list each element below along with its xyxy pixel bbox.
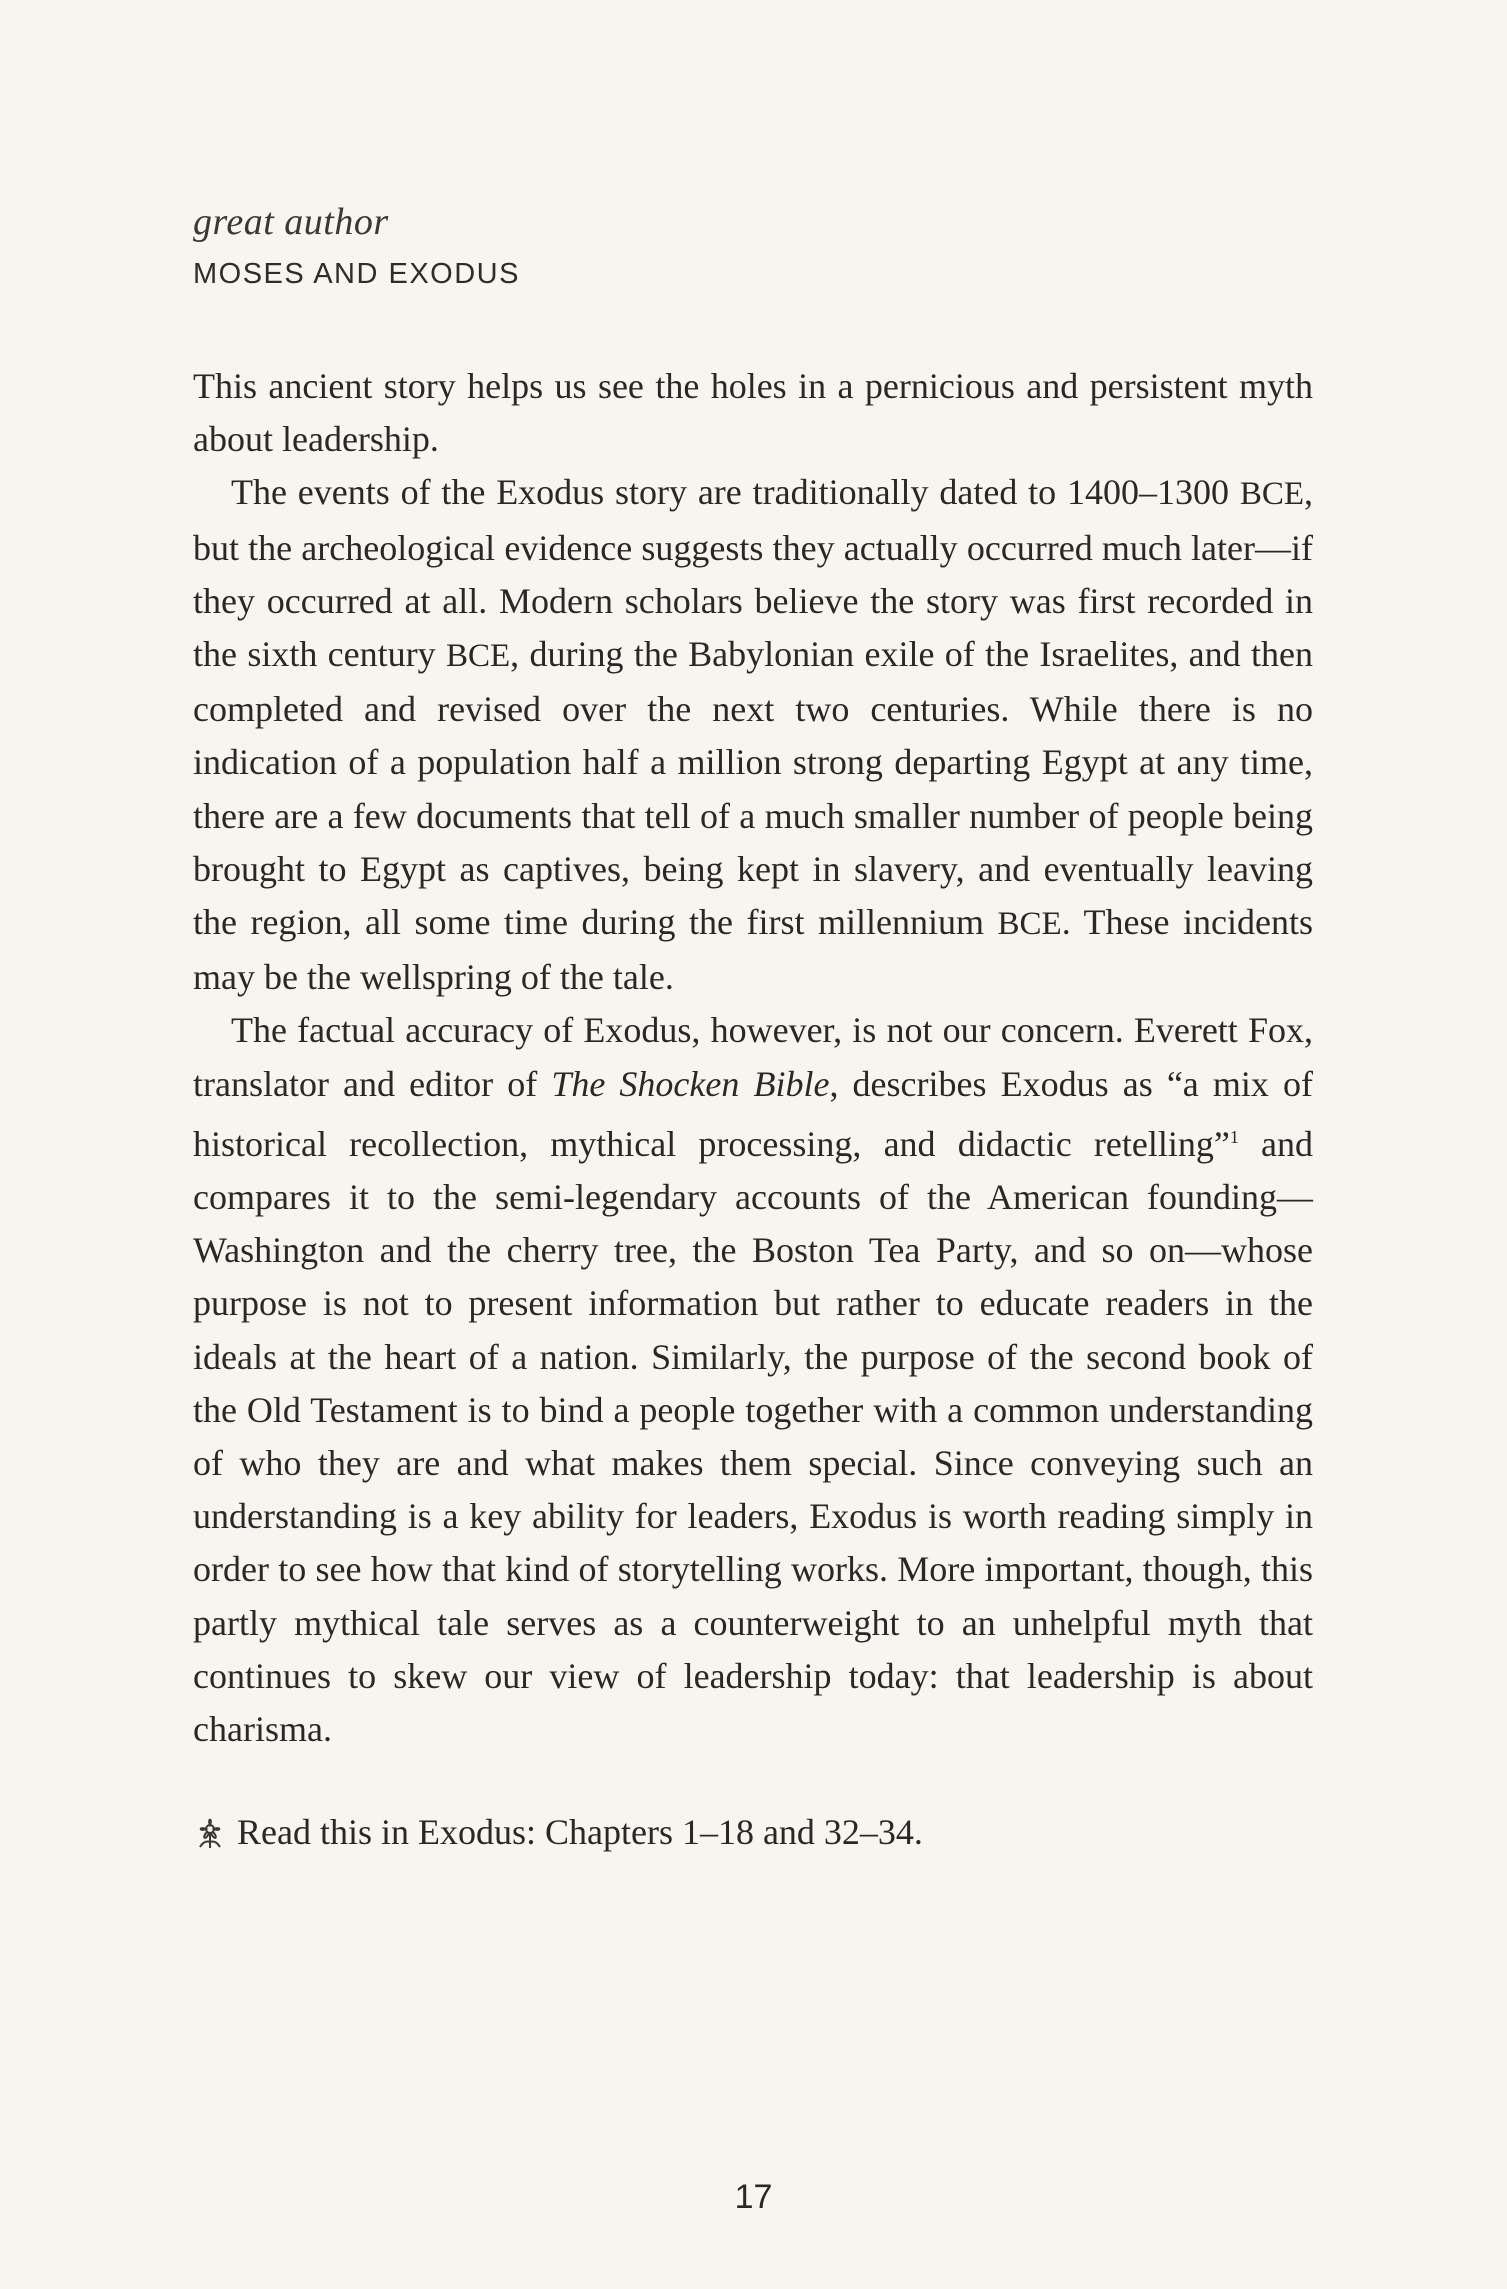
era-abbreviation: BCE	[445, 638, 511, 675]
paragraph-2-part-b: , but the archeological evidence suggests they actually occurred much later—if they occurred at all. Modern scholars believe the story was first recorded in the sixth century	[193, 472, 1313, 675]
paragraph-3-part-b: , describes Exodus as “a mix of historical recollection, mythical processing, and didactic retelling”	[193, 1063, 1313, 1164]
chapter-title: MOSES AND EXODUS	[193, 258, 520, 290]
chapter-header	[193, 195, 1313, 299]
era-abbreviation: BCE	[1239, 476, 1304, 513]
book-title: The Shocken Bible	[551, 1063, 830, 1104]
paragraph-2	[193, 466, 1313, 1004]
flower-ornament-icon	[193, 1813, 227, 1847]
reading-note-text: Read this in Exodus: Chapters 1–18 and 32–34.	[237, 1812, 923, 1852]
paragraph-3-part-a: The factual accuracy of Exodus, however, is not our concern. Everett Fox, translator and editor of	[193, 1010, 1313, 1104]
page-number: 17	[734, 2178, 773, 2216]
section-kicker: great author	[193, 201, 389, 243]
body-text	[193, 360, 1313, 1756]
paragraph-3-part-c: and compares it to the semi-legendary accounts of the American founding—Washington and the cherry tree, the Boston Tea Party, and so on—whose purpose is not to present information but rather to educate readers in the ideals at the heart of a nation. Similarly, the purpose of the second book of the Old Testament is to bind a people together with a common understanding of who they are and what makes them special. Since conveying such an understanding is a key ability for leaders, Exodus is worth reading simply in order to see how that kind of storytelling works. More important, though, this partly mythical tale serves as a counterweight to an unhelpful myth that continues to skew our view of leadership today: that leadership is about charisma.	[193, 1123, 1314, 1750]
footnote-marker: 1	[1229, 1126, 1239, 1147]
reading-note	[193, 1807, 1313, 1857]
paragraph-2-part-c: , during the Babylonian exile of the Israelites, and then completed and revised over the next two centuries. While there is no indication of a population half a million strong departing Egypt at any time, there are a few documents that tell of a much smaller number of people being brought to Egypt as captives, being kept in slavery, and eventually leaving the region, all some time during the first millennium	[193, 634, 1313, 943]
era-abbreviation: BCE	[997, 906, 1062, 943]
paragraph-3	[193, 1004, 1313, 1756]
paragraph-1: This ancient story helps us see the holes in a pernicious and persistent myth about leadership.	[193, 366, 1313, 460]
paragraph-2-part-d: . These incidents may be the wellspring of the tale.	[193, 902, 1313, 998]
paragraph-2-part-a: The events of the Exodus story are traditionally dated to 1400–1300	[231, 472, 1240, 513]
